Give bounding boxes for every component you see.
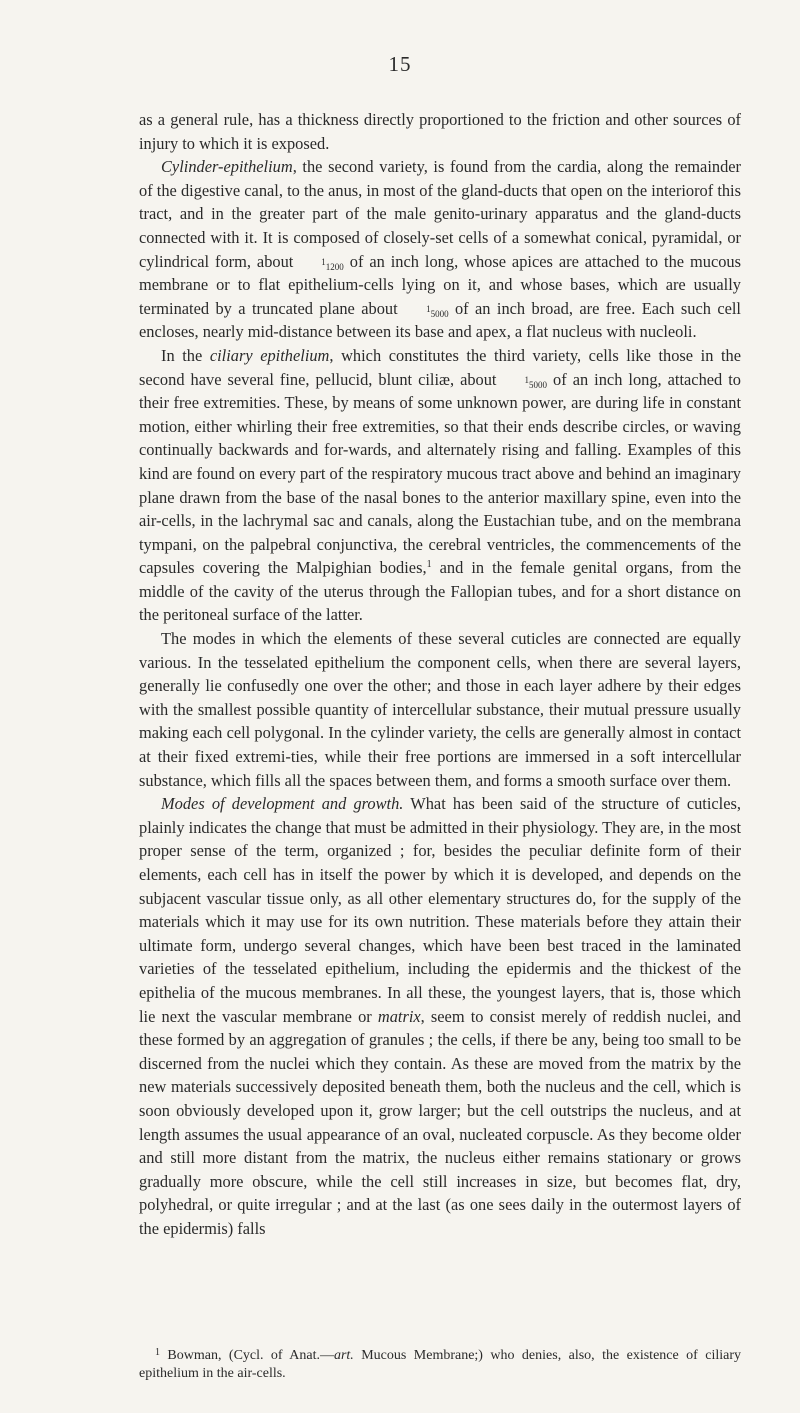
italic-text: Modes of development and growth. [161,794,404,814]
footnote-paragraph [139,1344,741,1383]
body-text [139,108,741,1241]
paragraph [139,627,741,792]
text-run: What has been said of the structure of cuticles, plainly indicates the change that must be admitted in their physiology. They are, in the most proper sense of the term, organized ; for, besides the peculiar definite form of their elements, each cell has in itself the power by which it is developed, and depends on the subjacent vascular tissue only, as all other elementary structures do, for the supply of the materials which it may use for its own nutrition. These materials before they attain their ultimate form, undergo several changes, which have been best traced in the laminated varieties of the tesselated epithelium, including the epidermis and the thickest of the epithelia of the mucous membranes. In all these, the youngest layers, that is, those which lie next the vascular membrane or [139,794,741,1026]
fraction-denominator: 5000 [430,308,449,319]
fraction-denominator: 5000 [529,379,548,390]
fraction [299,257,344,272]
italic-text: ciliary epithelium [209,345,330,365]
fraction-numerator: 1 [321,256,326,267]
fraction [503,375,548,390]
text-run: Bowman, (Cycl. of Anat.— [160,1348,334,1363]
text-run: of an inch long, whose apices are attached to the mucous membrane or to flat epithelium-cells lying on it, and whose bases, which are usually terminated by a truncated plane about [139,251,741,318]
text-run: , which constitutes the third variety, cells like those in the second have several fine, pellucid, blunt ciliæ, about [139,345,741,389]
italic-text: Cylinder-epithelium [161,157,293,177]
footnote-reference: 1 [426,559,432,571]
italic-text: matrix [377,1006,421,1026]
paragraph [139,108,741,155]
footnote-number: 1 [155,1347,160,1358]
text-run: , seem to consist merely of reddish nuclei, and these formed by an aggregation of granules ; the cells, if there be any, being too small to be discerned from the nuclei which they contain. As these are moved from the matrix by the new materials successively deposited beneath them, both the nucleus and the cell, which is soon obviously developed upon it, grow larger; but the cell outstrips the nucleus, and at length assumes the usual appearance of an oval, nucleated corpuscle. As they become older and still more distant from the matrix, the nucleus either remains stationary or grows gradually more obscure, while the cell still increases in size, but becomes flat, dry, polyhedral, or quite irregular ; and at the last (as one sees daily in the outermost layers of the epidermis) falls [139,1006,741,1238]
text-run: and in the female genital organs, from the middle of the cavity of the uterus through the Fallopian tubes, and for a short distance on the peritoneal surface of the latter. [139,558,741,625]
footnote [139,1344,741,1383]
fraction-denominator: 1200 [325,261,344,272]
text-run: as a general rule, has a thickness directly proportioned to the friction and other sources of injury to which it is exposed. [139,110,741,153]
fraction [404,304,449,319]
text-run: The modes in which the elements of these several cuticles are connected are equally various. In the tesselated epithelium the component cells, when there are several layers, generally lie confusedly one over the other; and those in each layer adhere by their edges with the smallest possible quantity of intercellular substance, their mutual pressure usually making each cell polygonal. In the cylinder variety, the cells are generally almost in contact at their fixed extremi-ties, while their free portions are immersed in a soft intercellular substance, which fills all the spaces between them, and forms a smooth surface over them. [139,629,741,790]
italic-text: art. [333,1348,354,1363]
text-run: of an inch broad, are free. Each such cell encloses, nearly mid-distance between its base and apex, a flat nucleus with nucleoli. [139,298,741,342]
page-number: 15 [388,52,412,76]
text-run: , the second variety, is found from the cardia, along the remainder of the digestive canal, to the anus, in most of the gland-ducts that open on the interiorof this tract, and in the greater part of the male genito-urinary apparatus and the gland-ducts connected with it. It is composed of closely-set cells of a somewhat conical, pyramidal, or cylindrical form, about [139,157,741,271]
text-run: of an inch long, attached to their free extremities. These, by means of some unknown power, are during life in constant motion, either whirling their free extremities, so that their ends describe circles, or waving continually backwards and for-wards, and alternately rising and falling. Examples of this kind are found on every part of the respiratory mucous tract above and behind an imaginary plane drawn from the base of the nasal bones to the anterior maxillary spine, even into the air-cells, in the lachrymal sac and canals, along the Eustachian tube, and on the membrana tympani, on the palpebral conjunctiva, the cerebral ventricles, the commencements of the capsules covering the Malpighian bodies, [139,369,742,578]
text-run: In the [161,345,210,365]
paragraph [139,344,741,627]
fraction-numerator: 1 [524,374,530,385]
paragraph [139,155,741,344]
fraction-numerator: 1 [426,303,431,314]
paragraph [139,792,741,1240]
text-run: Mucous Membrane;) who denies, also, the existence of ciliary epithelium in the air-cells. [139,1348,741,1381]
